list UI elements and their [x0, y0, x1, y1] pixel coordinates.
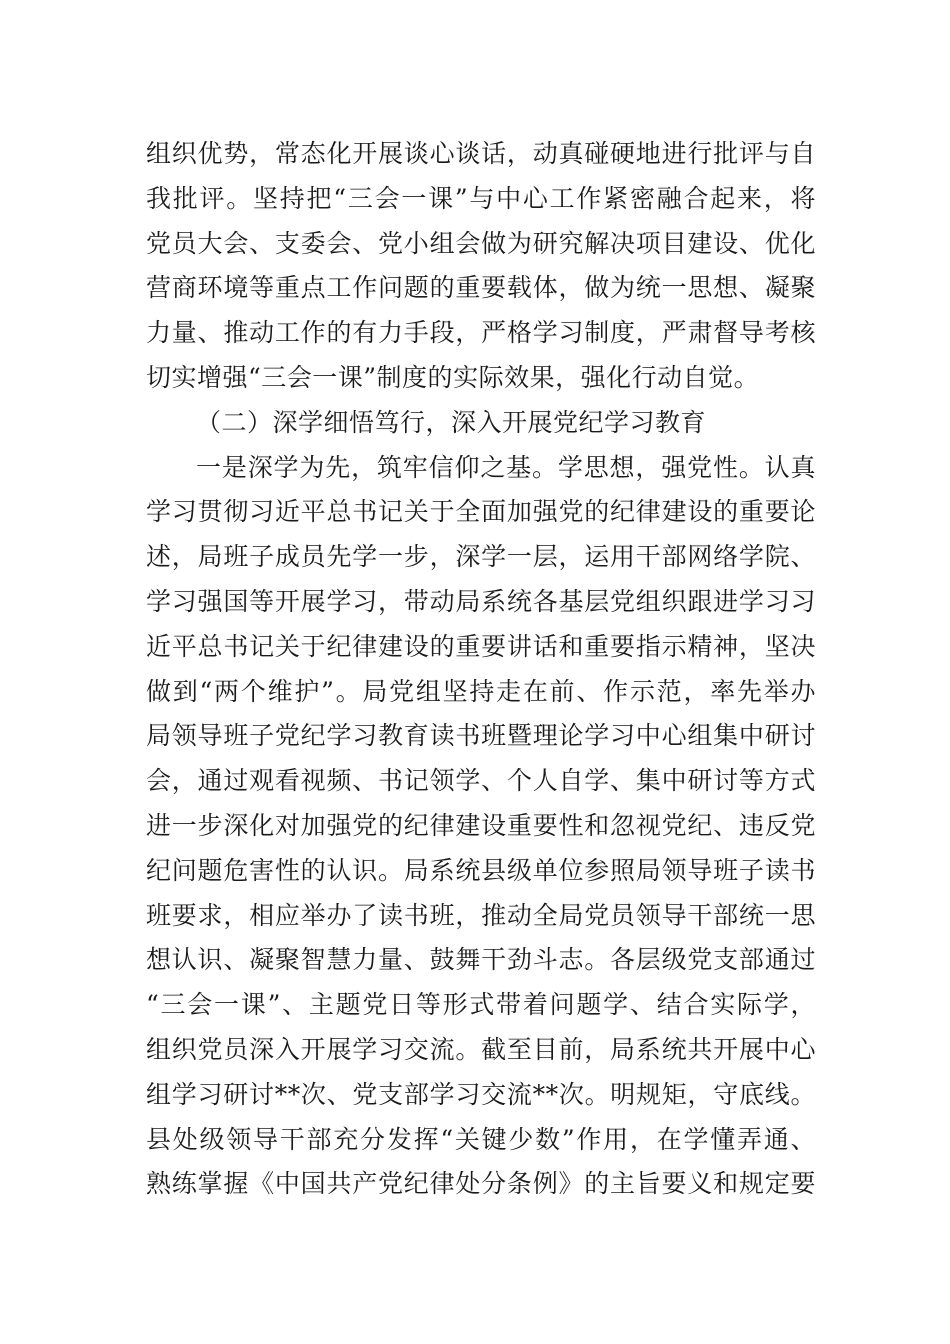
text-line: 力量、推动工作的有力手段，严格学习制度，严肃督导考核	[146, 318, 816, 348]
text-line: 切实增强“三会一课”制度的实际效果，强化行动自觉。	[146, 362, 760, 392]
text-line: 一是深学为先，筑牢信仰之基。学思想，强党性。认真	[196, 452, 816, 482]
document-body	[146, 132, 816, 1207]
text-line: 组织党员深入开展学习交流。截至目前，局系统共开展中心	[146, 1034, 816, 1064]
text-line: 班要求，相应举办了读书班，推动全局党员领导干部统一思	[146, 900, 816, 930]
text-line: 组学习研讨**次、党支部学习交流**次。明规矩，守底线。	[146, 1079, 816, 1109]
text-line: 局领导班子党纪学习教育读书班暨理论学习中心组集中研讨	[146, 721, 816, 751]
text-line: 进一步深化对加强党的纪律建设重要性和忽视党纪、违反党	[146, 810, 816, 840]
text-line: 纪问题危害性的认识。局系统县级单位参照局领导班子读书	[146, 855, 816, 885]
text-line: 述，局班子成员先学一步，深学一层，运用干部网络学院、	[146, 542, 816, 572]
text-line: 想认识、凝聚智慧力量、鼓舞干劲斗志。各层级党支部通过	[146, 945, 816, 975]
text-line: 近平总书记关于纪律建设的重要讲话和重要指示精神，坚决	[146, 631, 816, 661]
text-line: 学习强国等开展学习，带动局系统各基层党组织跟进学习习	[146, 586, 816, 616]
text-line: 营商环境等重点工作问题的重要载体，做为统一思想、凝聚	[146, 273, 816, 303]
text-line: 我批评。坚持把“三会一课”与中心工作紧密融合起来，将	[146, 183, 816, 213]
text-line: 党员大会、支委会、党小组会做为研究解决项目建设、优化	[146, 228, 816, 258]
section-heading: （二）深学细悟笃行，深入开展党纪学习教育	[196, 407, 707, 437]
text-line: 学习贯彻习近平总书记关于全面加强党的纪律建设的重要论	[146, 497, 816, 527]
text-line: 熟练掌握《中国共产党纪律处分条例》的主旨要义和规定要	[146, 1169, 816, 1199]
text-line: 做到“两个维护”。局党组坚持走在前、作示范，率先举办	[146, 676, 816, 706]
text-line: “三会一课”、主题党日等形式带着问题学、结合实际学，	[146, 990, 816, 1020]
text-line: 组织优势，常态化开展谈心谈话，动真碰硬地进行批评与自	[146, 139, 816, 168]
text-line: 会，通过观看视频、书记领学、个人自学、集中研讨等方式	[146, 766, 816, 796]
text-line: 县处级领导干部充分发挥“关键少数”作用，在学懂弄通、	[146, 1124, 816, 1154]
